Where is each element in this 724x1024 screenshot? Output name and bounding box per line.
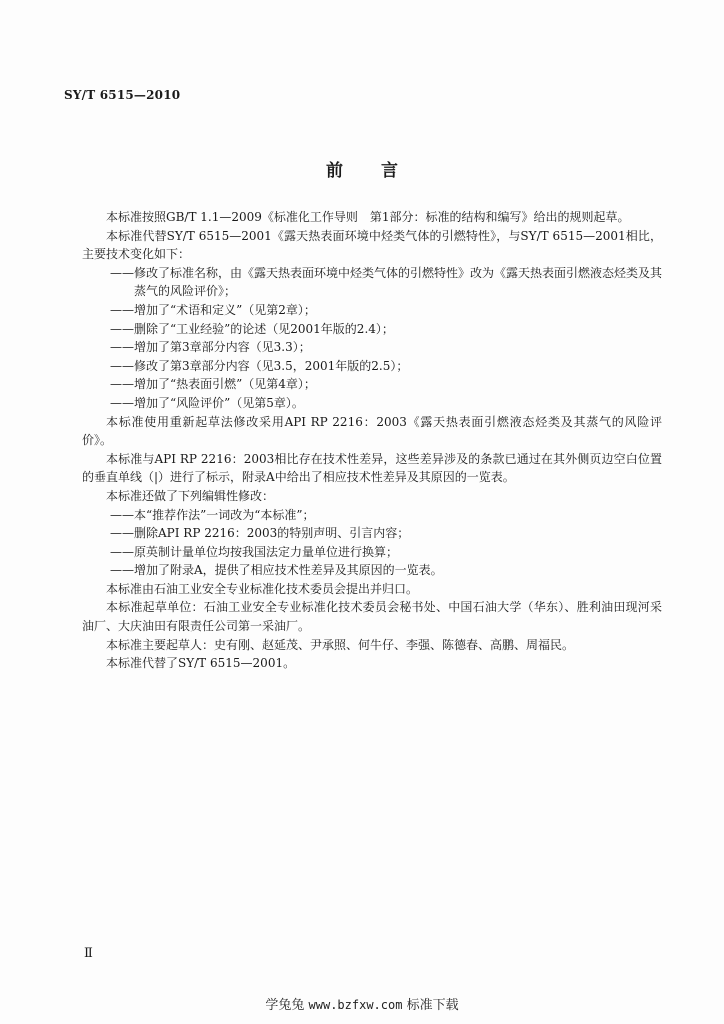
edit-item: ——增加了附录A，提供了相应技术性差异及其原因的一览表。 [110,563,443,578]
paragraph: 本标准使用重新起草法修改采用API RP 2216：2003《露天热表面引燃液态烃类及其蒸气的风险评价》。 [82,414,662,448]
paragraph: 本标准由石油工业安全专业标准化技术委员会提出并归口。 [106,581,419,596]
paragraph: 本标准还做了下列编辑性修改： [106,488,275,503]
change-item: ——修改了第3章部分内容（见3.5，2001年版的2.5）； [110,358,409,373]
edit-item: ——本“推荐作法”一词改为“本标准”； [110,507,315,522]
edit-item: ——删除API RP 2216：2003的特别声明、引言内容； [110,526,410,541]
paragraph: 本标准代替了SY/T 6515—2001。 [106,656,296,671]
edit-item: ——原英制计量单位均按我国法定力量单位进行换算； [110,544,399,559]
paragraph: 本标准起草单位：石油工业安全专业标准化技术委员会秘书处、中国石油大学（华东）、胜利油田现河采油厂、大庆油田有限责任公司第一采油厂。 [82,600,662,634]
change-item: ——增加了“风险评价”（见第5章）。 [110,395,304,410]
footer-tagline: 标准下载 [406,998,459,1013]
change-item: ——增加了第3章部分内容（见3.3）； [110,340,311,355]
paragraph: 本标准与API RP 2216：2003相比存在技术性差异，这些差异涉及的条款已通过在其外侧页边空白位置的垂直单线（|）进行了标示，附录A中给出了相应技术性差异及其原因的一览表。 [82,451,662,485]
paragraph: 本标准按照GB/T 1.1—2009《标准化工作导则 第1部分：标准的结构和编写》给出的规则起草。 [106,210,630,224]
paragraph: 本标准主要起草人：史有刚、赵延茂、尹承照、何牛仔、李强、陈德春、高鹏、周福民。 [106,637,575,652]
change-item: ——增加了“术语和定义”（见第2章）； [110,302,316,317]
footer-url[interactable]: www.bzfxw.com [308,998,403,1012]
paragraph: 本标准代替SY/T 6515—2001《露天热表面环境中烃类气体的引燃特性》，与SY/T 6515—2001相比，主要技术变化如下： [82,228,662,262]
page-title: 前言 [326,161,436,181]
change-item: ——修改了标准名称，由《露天热表面环境中烃类气体的引燃特性》改为《露天热表面引燃液态烃类及其蒸气的风险评价》； [110,265,663,299]
change-item: ——增加了“热表面引燃”（见第4章）； [110,377,316,392]
footer-watermark [0,994,724,1013]
standard-code: SY/T 6515—2010 [64,88,181,102]
footer-site-name: 学兔兔 [265,998,305,1013]
document-body [82,208,662,673]
change-item: ——删除了“工业经验”的论述（见2001年版的2.4）； [110,321,394,336]
page-number: Ⅱ [84,946,93,961]
